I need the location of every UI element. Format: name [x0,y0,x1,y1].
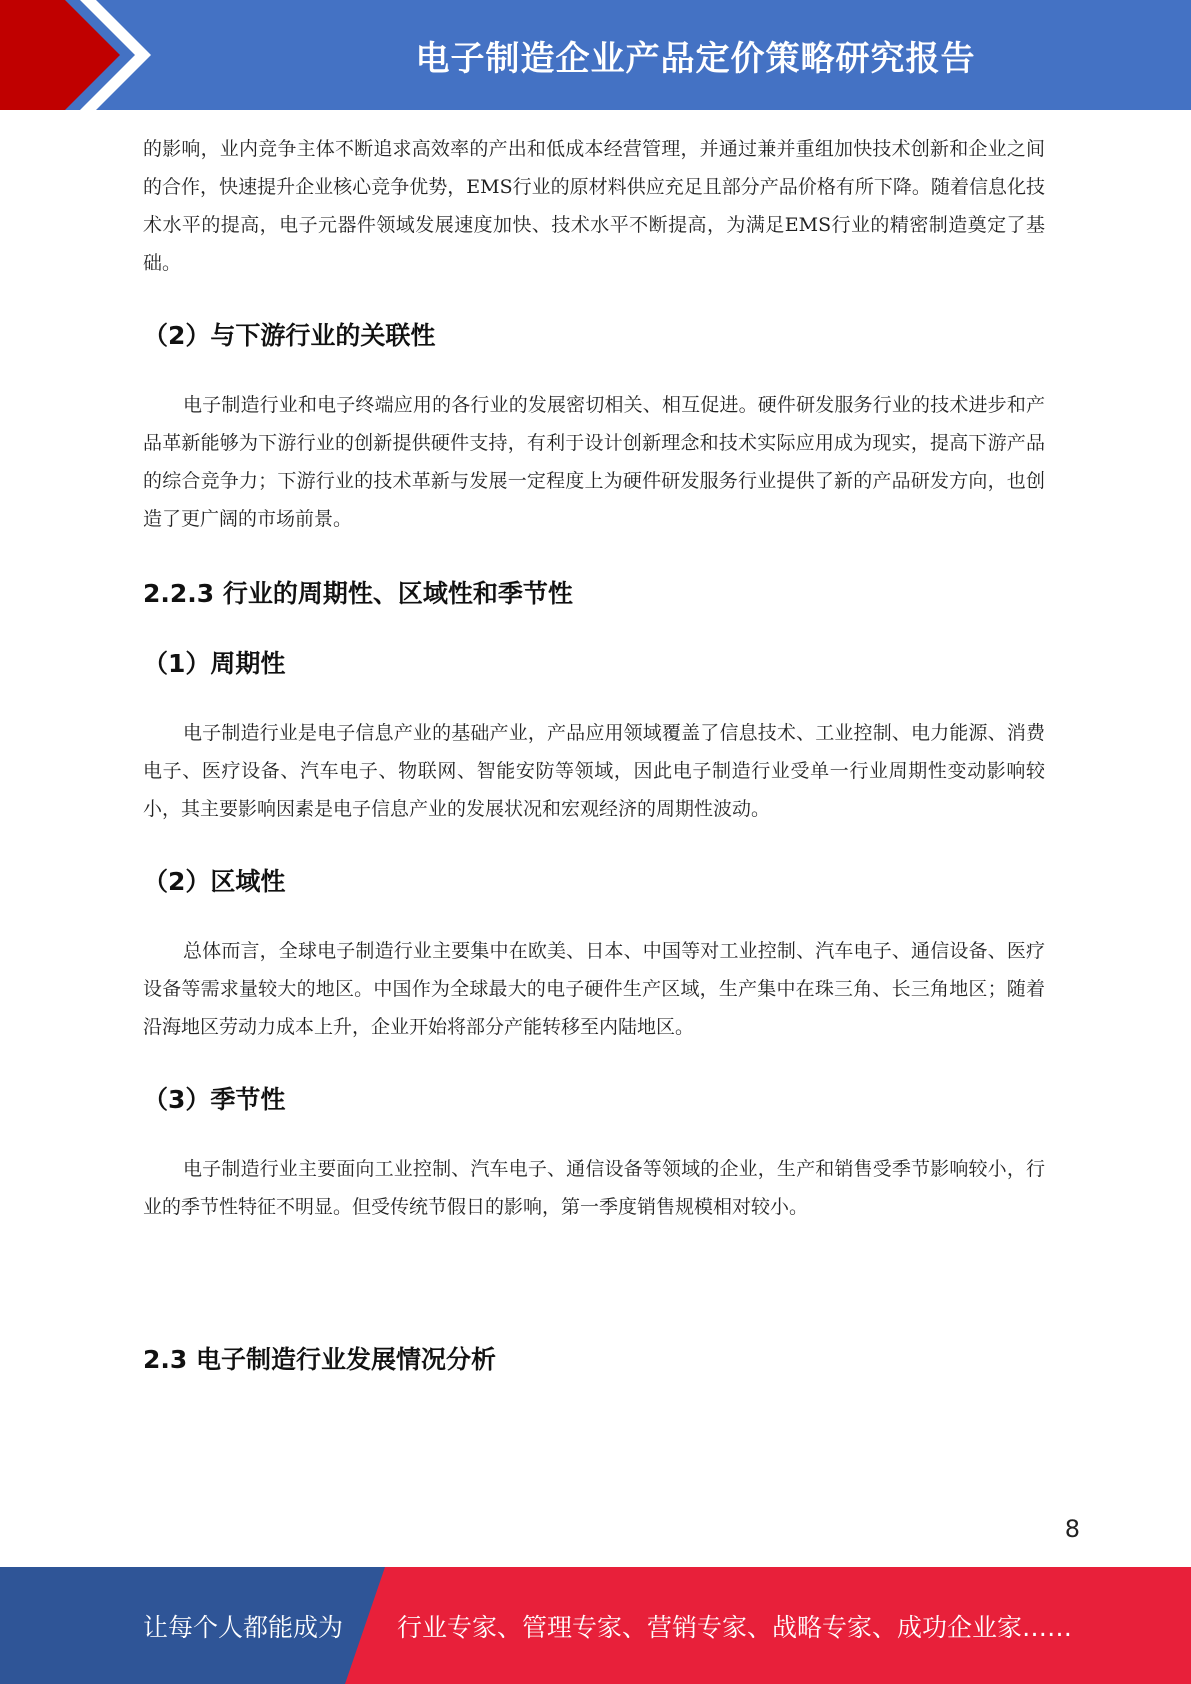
report-title: 电子制造企业产品定价策略研究报告 [415,38,976,79]
heading-cyclical: （1）周期性 [143,649,286,678]
page-footer [0,1567,1191,1684]
paragraph-upstream-continued: 的影响，业内竞争主体不断追求高效率的产出和低成本经营管理，并通过兼并重组加快技术创新和企业之间的合作，快速提升企业核心竞争优势，EMS行业的原材料供应充足且部分产品价格有所下降。随着信息化技术水平的提高，电子元器件领域发展速度加快、技术水平不断提高，为满足EMS行业的精密制造奠定了基础。 [143,138,1045,274]
heading-downstream-relevance: （2）与下游行业的关联性 [143,321,436,350]
page-number: 8 [1064,1515,1080,1543]
paragraph-regional: 总体而言，全球电子制造行业主要集中在欧美、日本、中国等对工业控制、汽车电子、通信设备、医疗设备等需求量较大的地区。中国作为全球最大的电子硬件生产区域，生产集中在珠三角、长三角地区；随着沿海地区劳动力成本上升，企业开始将部分产能转移至内陆地区。 [143,940,1045,1038]
heading-section-2-3: 2.3 电子制造行业发展情况分析 [143,1345,496,1374]
page-header [0,0,1191,110]
header-red-arrow-decoration [0,0,160,110]
paragraph-seasonal: 电子制造行业主要面向工业控制、汽车电子、通信设备等领域的企业，生产和销售受季节影响较小，行业的季节性特征不明显。但受传统节假日的影响，第一季度销售规模相对较小。 [143,1158,1045,1218]
paragraph-downstream: 电子制造行业和电子终端应用的各行业的发展密切相关、相互促进。硬件研发服务行业的技术进步和产品革新能够为下游行业的创新提供硬件支持，有利于设计创新理念和技术实际应用成为现实，提高下游产品的综合竞争力；下游行业的技术革新与发展一定程度上为硬件研发服务行业提供了新的产品研发方向，也创造了更广阔的市场前景。 [143,394,1045,530]
paragraph-cyclical: 电子制造行业是电子信息产业的基础产业，产品应用领域覆盖了信息技术、工业控制、电力能源、消费电子、医疗设备、汽车电子、物联网、智能安防等领域，因此电子制造行业受单一行业周期性变动影响较小，其主要影响因素是电子信息产业的发展状况和宏观经济的周期性波动。 [143,722,1045,820]
heading-regional: （2）区域性 [143,867,286,896]
footer-slogan-left: 让每个人都能成为 [143,1612,344,1642]
document-body [143,130,1045,1376]
heading-seasonal: （3）季节性 [143,1085,286,1114]
footer-slogan-right: 行业专家、管理专家、营销专家、战略专家、成功企业家…… [397,1612,1073,1642]
heading-section-2-2-3: 2.2.3 行业的周期性、区域性和季节性 [143,579,573,608]
